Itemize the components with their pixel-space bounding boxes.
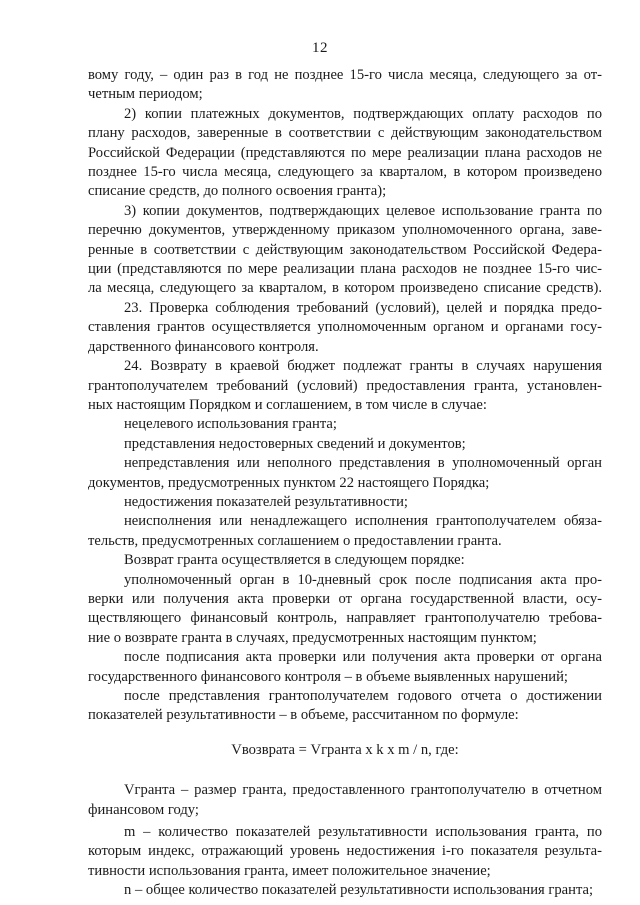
text-line: списание средств, до полного освоения гранта); [88,183,387,200]
text-line: ренные в соответствии с действующим законодательством Российской Федера- [88,241,602,258]
text-line: позднее 15-го числа месяца, следующего за кварталом, в котором произведено [88,164,602,181]
formula: Vвозврата = Vгранта x k x m / n, где: [231,741,459,758]
text-line: недостижения показателей результативности; [124,493,408,510]
text-line: 2) копии платежных документов, подтверждающих оплату расходов по [124,105,602,122]
text-line: 23. Проверка соблюдения требований (условий), целей и порядка предо- [124,299,602,316]
text-line: ществляющего финансовый контроль, направляет грантополучателю требова- [88,610,602,627]
text-line: после представления грантополучателем годового отчета о достижении [124,688,602,704]
text-line: представления недостоверных сведений и документов; [124,435,466,452]
text-line: после подписания акта проверки или получения акта проверки от органа [124,649,602,666]
text-line: четным периодом; [88,86,203,103]
text-line: Российской Федерации (представляются по мере реализации плана расходов не [88,144,602,161]
text-line: нецелевого использования гранта; [124,416,337,433]
text-line: 24. Возврату в краевой бюджет подлежат гранты в случаях нарушения [124,358,602,375]
text-line: ла месяца, следующего за кварталом, в котором произведено списание средств). [88,280,602,297]
text-line: ние о возврате гранта в случаях, предусмотренных настоящим пунктом; [88,629,537,646]
text-line: ных настоящим Порядком и соглашением, в том числе в случае: [88,396,487,413]
text-line: ции (представляются по мере реализации плана расходов не позднее 15-го чис- [88,261,602,278]
text-line: грантополучателем требований (условий) предоставления гранта, установлен- [88,377,602,394]
text-line: 3) копии документов, подтверждающих целевое использование гранта по [124,202,602,219]
text-line: документов, предусмотренных пунктом 22 настоящего Порядка; [88,474,490,491]
text-line: перечню документов, утвержденному приказом уполномоченного органа, заве- [88,222,602,239]
text-line: плану расходов, заверенные в соответствии с действующим законодательством [88,125,602,142]
text-line: Возврат гранта осуществляется в следующем порядке: [124,552,465,569]
text-line: верки или получения акта проверки от органа государственной власти, осу- [88,590,602,607]
text-line: дарственного финансового контроля. [88,338,319,355]
definition-line: m – количество показателей результативности использования гранта, по [124,824,602,841]
definition-line: Vгранта – размер гранта, предоставленного грантополучателю в отчетном [124,782,602,799]
definition-line: финансовом году; [88,801,199,818]
text-line: неисполнения или ненадлежащего исполнения грантополучателем обяза- [124,513,602,530]
definition-line: n – общее количество показателей результативности использования гранта; [124,882,594,899]
text-line: показателей результативности – в объеме, рассчитанном по формуле: [88,707,519,724]
text-line: непредставления или неполного представления в уполномоченный орган [124,455,602,472]
page-number: 12 [312,40,328,56]
text-line: вому году, – один раз в год не позднее 15-го числа месяца, следующего за от- [88,67,602,83]
definition-line: которым индекс, отражающий уровень недостижения i-го показателя результа- [88,843,602,860]
definition-line: тивности использования гранта, имеет положительное значение; [88,862,491,879]
text-line: тельств, предусмотренных соглашением о предоставлении гранта. [88,532,502,549]
text-line: ставления грантов осуществляется уполномоченным органом и органами госу- [88,319,602,336]
text-line: уполномоченный орган в 10-дневный срок после подписания акта про- [124,571,602,588]
document-body [88,66,602,901]
text-line: государственного финансового контроля – в объеме выявленных нарушений; [88,668,568,685]
